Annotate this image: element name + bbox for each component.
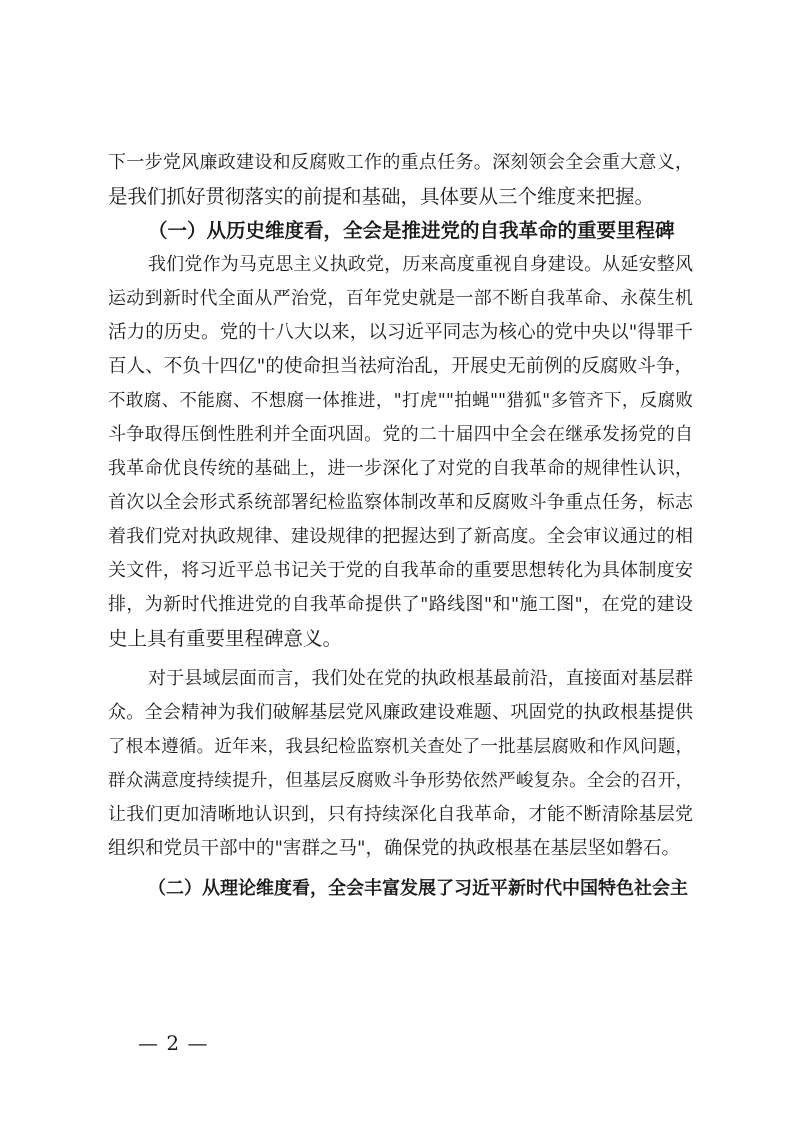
text-line: 我们党作为马克思主义执政党，历来高度重视自身建设。从延安整风 — [148, 254, 693, 275]
text-line: 对于县域层面而言，我们处在党的执政根基最前沿，直接面对基层群 — [148, 668, 693, 689]
body-text — [108, 146, 693, 906]
page-number: — 2 — — [138, 1031, 209, 1055]
text-line: 了根本遵循。近年来，我县纪检监察机关查处了一批基层腐败和作风问题， — [108, 737, 693, 757]
text-line: 运动到新时代全面从严治党，百年党史就是一部不断自我革命、永葆生机 — [108, 288, 693, 309]
text-line: 是我们抓好贯彻落实的前提和基础，具体要从三个维度来把握。 — [108, 185, 655, 208]
text-line: 我革命优良传统的基础上，进一步深化了对党的自我革命的规律性认识， — [108, 458, 693, 479]
text-line: 排，为新时代推进党的自我革命提供了"路线图"和"施工图"，在党的建设 — [108, 594, 693, 615]
text-line: 百人、不负十四亿"的使命担当祛疴治乱，开展史无前例的反腐败斗争， — [108, 356, 693, 377]
section-heading-2: （二）从理论维度看，全会丰富发展了习近平新时代中国特色社会主 — [148, 878, 688, 899]
section-heading-1: （一）从历史维度看，全会是推进党的自我革命的重要里程碑 — [148, 219, 675, 242]
text-line: 首次以全会形式系统部署纪检监察体制改革和反腐败斗争重点任务，标志 — [108, 492, 693, 513]
text-line: 下一步党风廉政建设和反腐败工作的重点任务。深刻领会全会重大意义， — [108, 152, 693, 173]
text-line: 众。全会精神为我们破解基层党风廉政建设难题、巩固党的执政根基提供 — [108, 702, 693, 723]
text-line: 让我们更加清晰地认识到，只有持续深化自我革命，才能不断清除基层党 — [108, 804, 693, 825]
text-line: 组织和党员干部中的"害群之马"，确保党的执政根基在基层坚如磐石。 — [108, 838, 681, 859]
text-line: 活力的历史。党的十八大以来，以习近平同志为核心的党中央以"得罪千 — [108, 322, 693, 343]
text-line: 不敢腐、不能腐、不想腐一体推进，"打虎""拍蝇""猎狐"多管齐下，反腐败 — [108, 391, 693, 411]
text-line: 斗争取得压倒性胜利并全面巩固。党的二十届四中全会在继承发扬党的自 — [108, 424, 693, 445]
text-line: 着我们党对执政规律、建设规律的把握达到了新高度。全会审议通过的相 — [108, 526, 693, 547]
text-line: 群众满意度持续提升，但基层反腐败斗争形势依然严峻复杂。全会的召开， — [108, 771, 693, 791]
text-line: 史上具有重要里程碑意义。 — [108, 627, 343, 650]
text-line: 关文件，将习近平总书记关于党的自我革命的重要思想转化为具体制度安 — [108, 560, 693, 581]
